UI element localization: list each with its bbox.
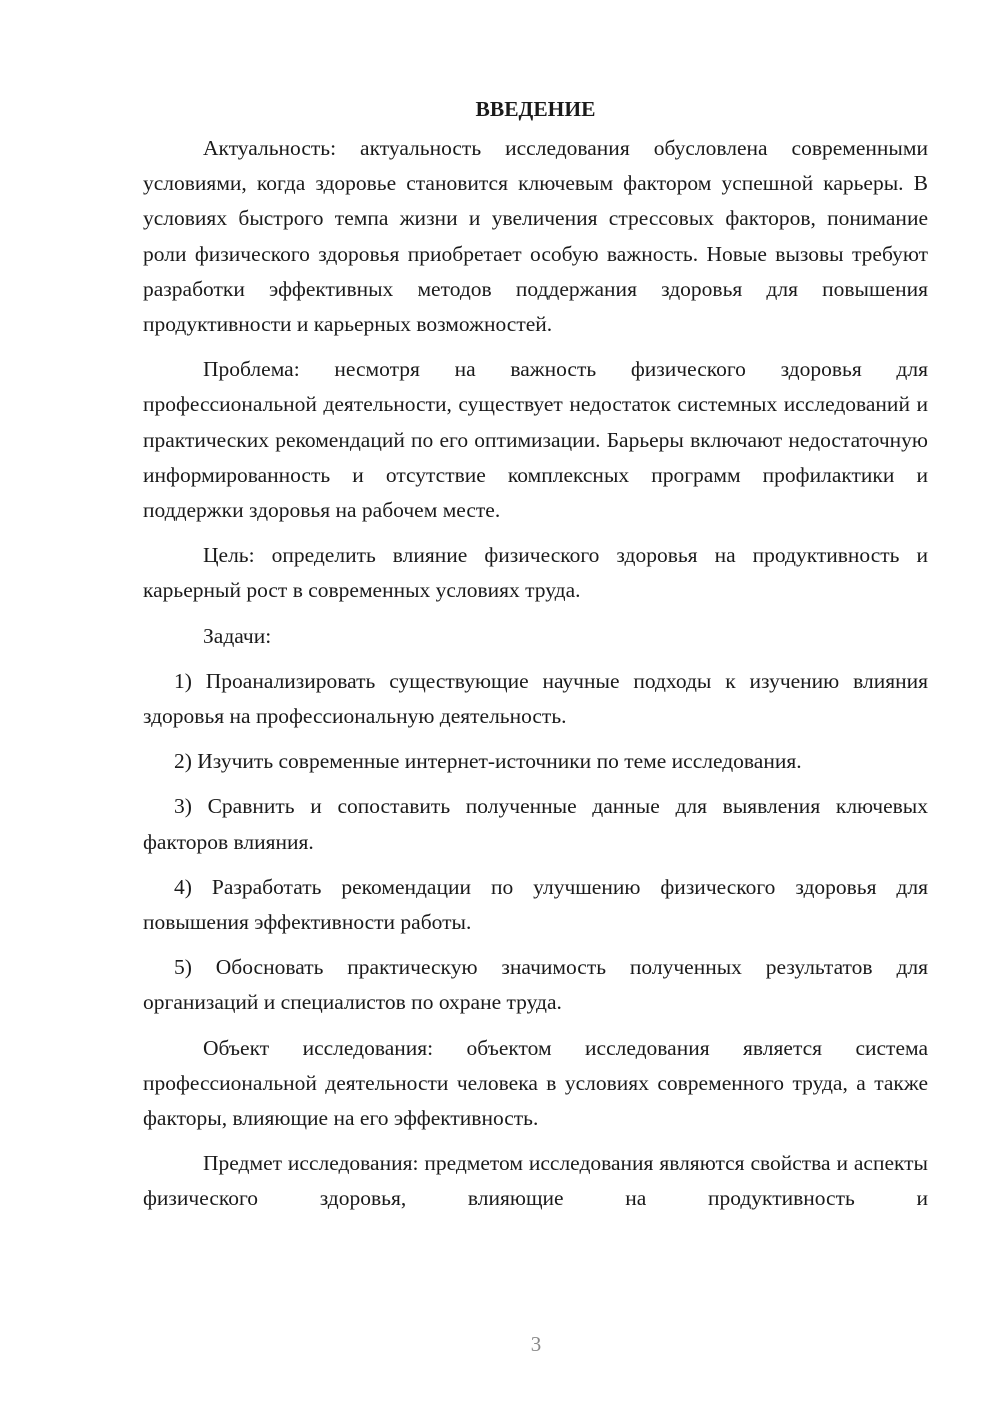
page-number: 3 — [530, 1332, 542, 1356]
paragraph-relevance: Актуальность: актуальность исследования обусловлена современными условиями, когда здоровье становится ключевым фактором успешной карьеры. В условиях быстрого темпа жизни и увеличения стрессовых факторов, понимание роли физического здоровья приобретает особую важность. Новые вызовы требуют разработки эффективных методов поддержания здоровья для повышения продуктивности и карьерных возможностей. — [143, 136, 928, 337]
paragraph-goal: Цель: определить влияние физического здоровья на продуктивность и карьерный рост в современных условиях труда. — [143, 543, 928, 603]
section-title: ВВЕДЕНИЕ — [475, 97, 596, 121]
tasks-label: Задачи: — [203, 623, 272, 648]
paragraph-subject: Предмет исследования: предметом исследования являются свойства и аспекты физического здоровья, влияющие на продуктивность и — [143, 1151, 928, 1211]
paragraph-object: Объект исследования: объектом исследования является система профессиональной деятельности человека в условиях современного труда, а также факторы, влияющие на его эффективность. — [143, 1035, 928, 1131]
task-item: 4) Разработать рекомендации по улучшению физического здоровья для повышения эффективности работы. — [143, 874, 928, 935]
document-body — [143, 92, 928, 1227]
task-item: 2) Изучить современные интернет-источники по теме исследования. — [174, 749, 802, 774]
task-item: 5) Обосновать практическую значимость полученных результатов для организаций и специалистов по охране труда. — [143, 955, 928, 1015]
task-item: 3) Сравнить и сопоставить полученные данные для выявления ключевых факторов влияния. — [143, 794, 928, 854]
task-item: 1) Проанализировать существующие научные подходы к изучению влияния здоровья на профессиональную деятельность. — [143, 668, 928, 729]
paragraph-problem: Проблема: несмотря на важность физического здоровья для профессиональной деятельности, существует недостаток системных исследований и практических рекомендаций по его оптимизации. Барьеры включают недостаточную информированность и отсутствие комплексных программ профилактики и поддержки здоровья на рабочем месте. — [143, 357, 928, 523]
